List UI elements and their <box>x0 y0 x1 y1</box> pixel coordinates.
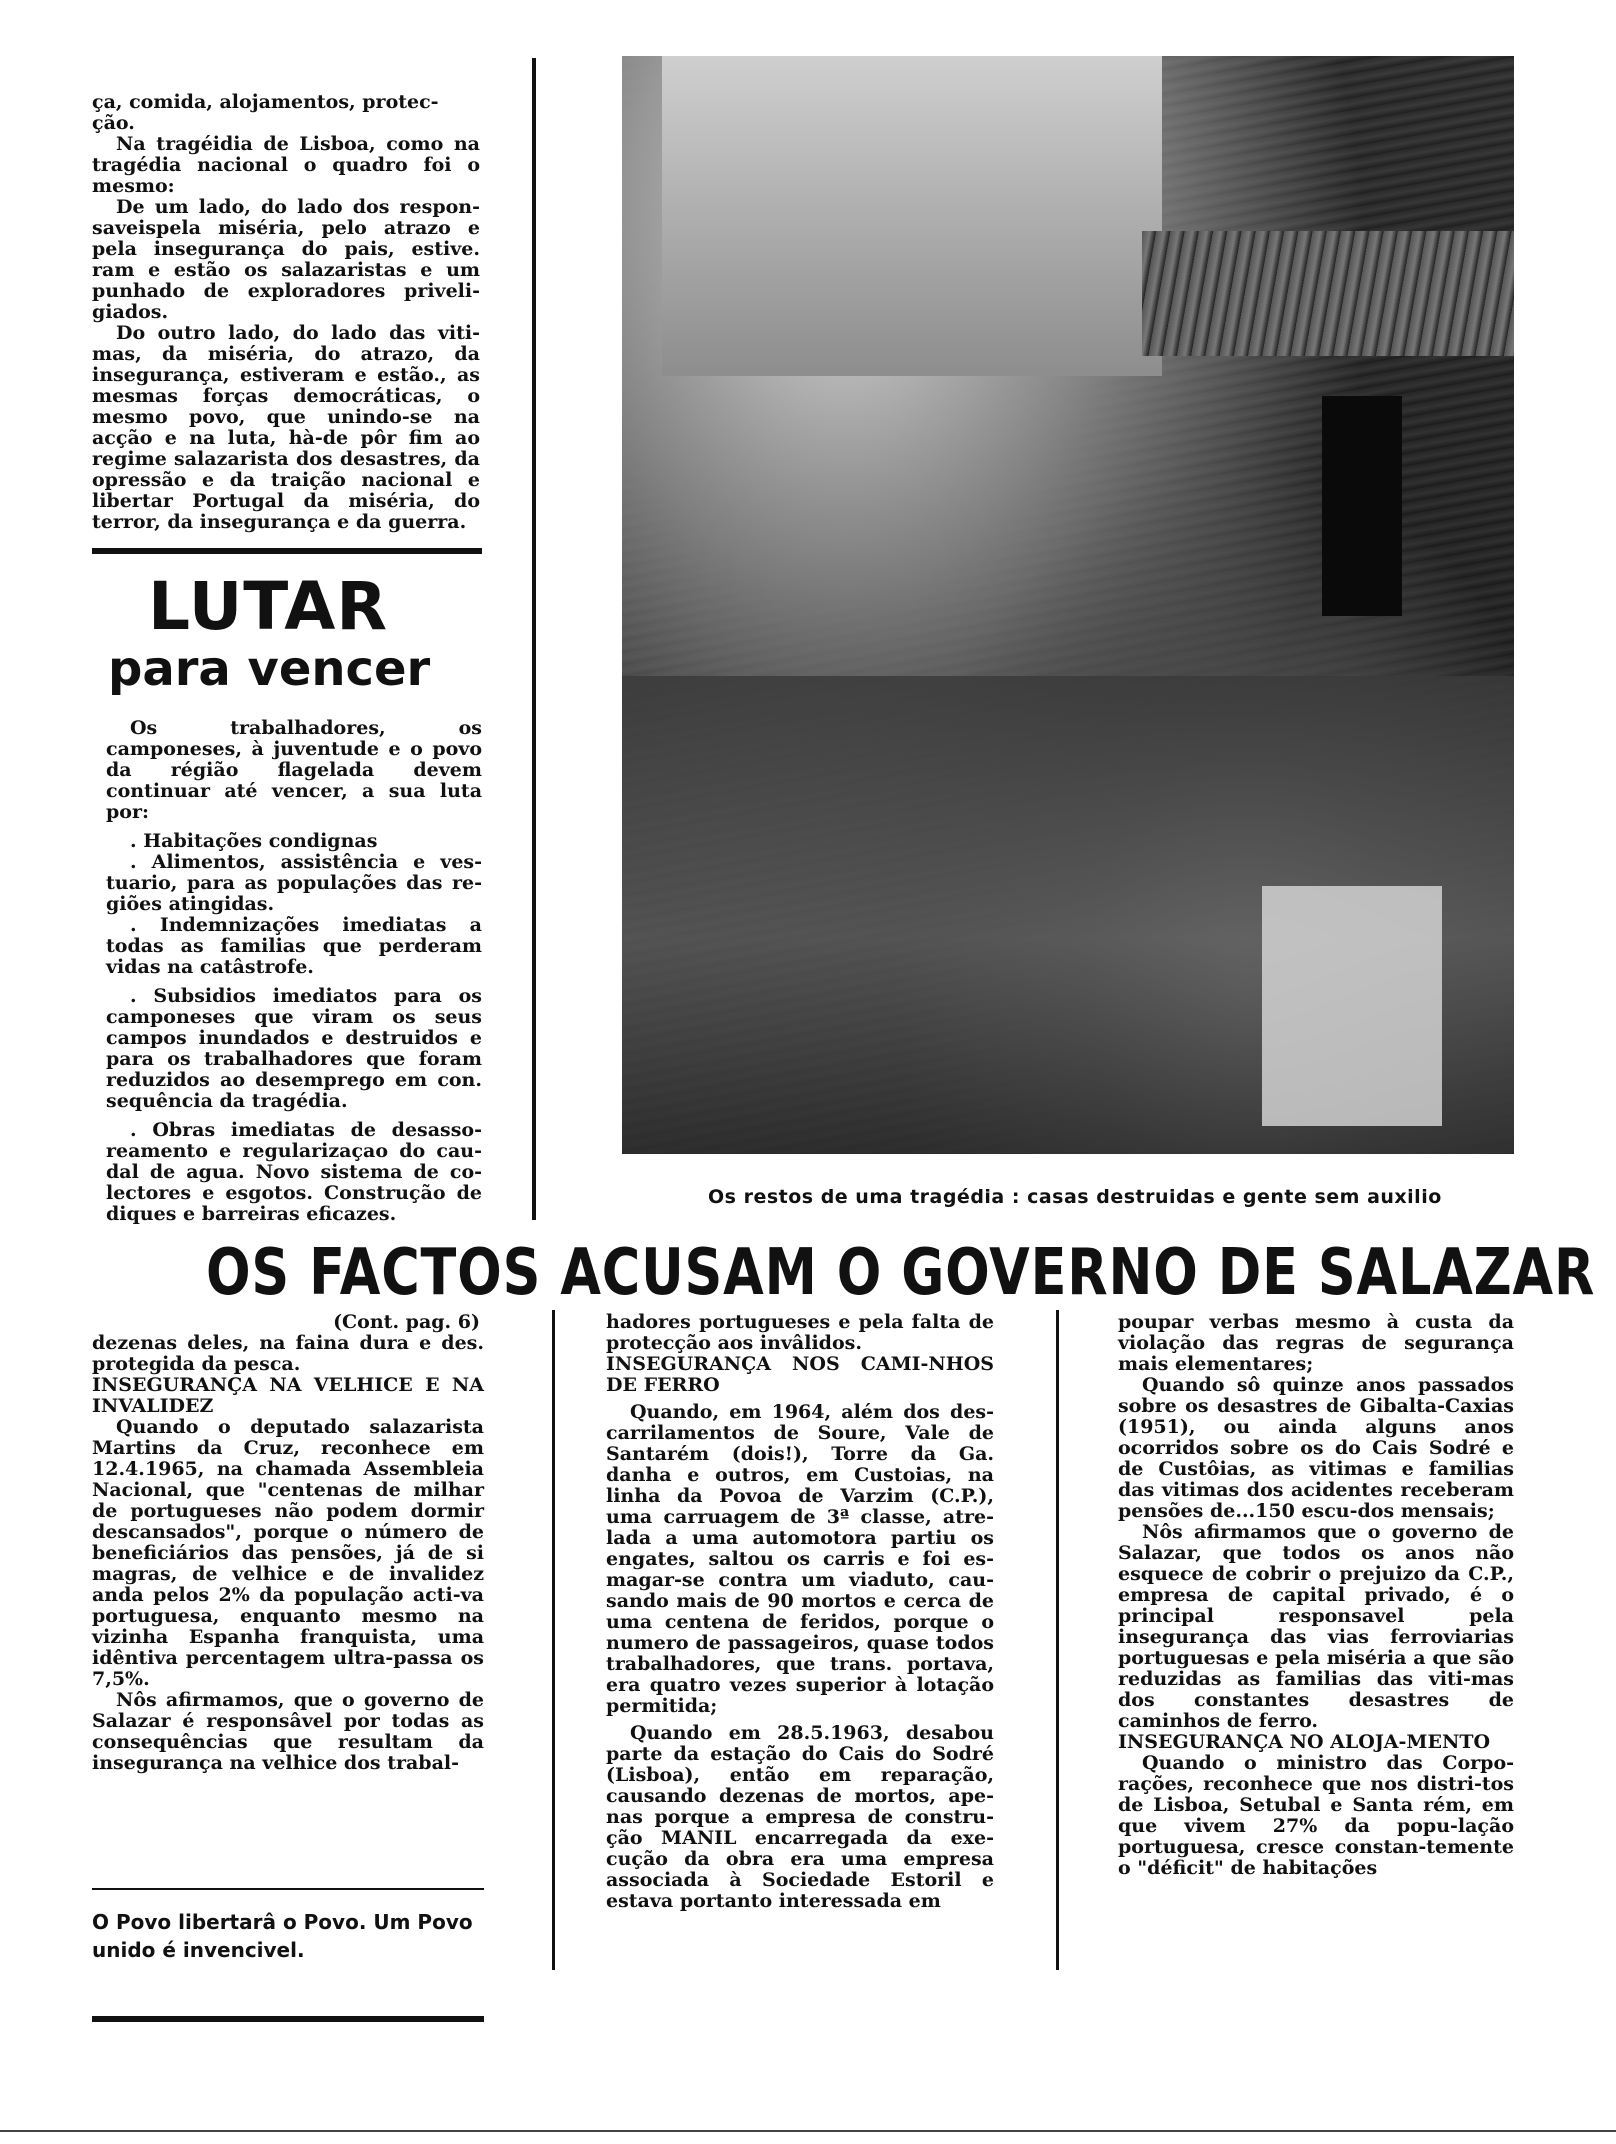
col1-paragraph-3: Nôs afirmamos, que o governo de Salazar é responsâvel por todas as consequências que resultam da insegurança na velhice dos trabal- <box>92 1689 484 1774</box>
lutar-item-1: . Habitações condignas <box>130 830 378 852</box>
page-bottom-rule <box>0 2130 1616 2132</box>
col2-paragraph-2a: Quando, em 1964, além dos des-carrilamentos de Soure, Vale de Santarém (dois!), Torre da Ga. danha e outros, em Custoias, na linha da Povoa de Varzim (C.P.), uma carruagem de 3ª classe, atre-lada a uma automotora partiu os engates, saltou os carris e foi es-magar-se contra um viaduto, cau-sando mais de 90 mortos e cerca de uma centena de feridos, porque o numero de passageiros, quase todos trabalhadores, que trans. portava, era <box>606 1401 994 1696</box>
intro-paragraph-1: Na tragéidia de Lisboa, como na tragédia nacional o quadro foi o mesmo: <box>92 133 480 197</box>
continued-from: (Cont. pag. 6) <box>333 1311 480 1333</box>
vertical-divider-col1 <box>552 1310 555 1970</box>
col1-paragraph-2: Quando o deputado salazarista Martins da Cruz, reconhece em 12.4.1965, na chamada Assembleia Nacional, que "centenas de milhar de portugueses não podem dormir descansados", porque o número de beneficiários das pensões, já de si magras, de velhice e de invalidez anda pelos 2% da população acti-va portuguesa, enquanto mesmo na vizinha Espanha franquista, uma idêntiva percentagem ultra-passa os 7,5%. <box>92 1416 484 1690</box>
col3-subheading-alojamento: INSEGURANÇA NO ALOJA-MENTO <box>1118 1731 1491 1753</box>
col2-paragraph-1: hadores portugueses e pela falta de protecção aos invâlidos. <box>606 1311 994 1354</box>
col3-paragraph-2: Quando sô quinze anos passados sobre os desastres de Gibalta-Caxias (1951), ou ainda alguns anos ocorridos sobre os do Cais Sodré e de Custôias, as vitimas e familias das vitimas dos acidentes receberam pensões de...150 escu-dos mensais; <box>1118 1374 1514 1522</box>
col3-paragraph-4: Quando o ministro das Corpo-rações, reconhece que nos distri-tos de Lisboa, Setubal e Santa rém, em que vivem 27% da popu-lação portuguesa, cresce constan-temente o "déficit" de habitações <box>1118 1752 1514 1879</box>
slogan: O Povo libertarâ o Povo. Um Povo unido é invencivel. <box>92 1910 473 1962</box>
photo-wall <box>662 56 1162 376</box>
col2-subheading-caminhos: INSEGURANÇA NOS CAMI-NHOS DE FERRO <box>606 1353 994 1396</box>
photo-caption: Os restos de uma tragédia : casas destruidas e gente sem auxilio <box>708 1186 1442 1208</box>
photo-doorway <box>1322 396 1402 616</box>
col2-paragraph-3: Quando em 28.5.1963, desabou parte da estação do Cais do Sodré (Lisboa), então em reparação, causando dezenas de mortos, ape-nas porque a empresa de constru-ção MANIL encarregada da exe-cução da obra era uma empresa associada à Sociedade Estoril e estava portanto interessada em <box>606 1722 994 1912</box>
photo-reflection <box>1262 886 1442 1126</box>
main-headline: OS FACTOS ACUSAM O GOVERNO DE SALAZAR <box>206 1236 1596 1310</box>
col2-paragraph-2c: à lotação permitida; <box>606 1674 994 1717</box>
intro-line-2: ção. <box>92 112 135 134</box>
divider-below-slogan <box>92 2016 484 2022</box>
lutar-item-4: . Subsidios imediatos para os camponeses que viram os seus campos inundados e destruidos e para os trabalhadores que foram reduzidos ao desemprego em con. sequência da tragédia. <box>106 985 482 1112</box>
flood-photo <box>622 56 1514 1154</box>
lutar-intro: Os trabalhadores, os camponeses, à juventude e o povo da régião flagelada devem continuar até vencer, a sua luta por: <box>106 717 482 823</box>
photo-roof <box>1142 231 1514 356</box>
lutar-item-2: . Alimentos, assistência e ves-tuario, para as populações das re-giões atingidas. <box>106 851 482 915</box>
col2-emphasis: quatro vezes superior <box>649 1674 886 1696</box>
intro-paragraph-2: De um lado, do lado dos respon-saveispela miséria, pelo atrazo e pela insegurança do pais, estive. ram e estão os salazaristas e um punhado de exploradores priveli-giados. <box>92 196 480 323</box>
col3-paragraph-1: poupar verbas mesmo à custa da violação das regras de segurança mais elementares; <box>1118 1311 1514 1375</box>
lutar-item-5: . Obras imediatas de desasso-reamento e regularizaçao do cau-dal de agua. Novo sistema de co-lectores e esgotos. Construção de diques e barreiras eficazes. <box>106 1119 482 1225</box>
vertical-divider-top <box>532 58 536 1220</box>
lutar-title: LUTAR <box>148 568 389 645</box>
col3-paragraph-3: Nôs afirmamos que o governo de Salazar, que todos os anos não esquece de cobrir o prejuizo da C.P., empresa de capital privado, é o principal responsavel pela insegurança das vias ferroviarias portuguesas e pela miséria a que são reduzidas as familias das viti-mas dos constantes desastres de caminhos de ferro. <box>1118 1521 1514 1732</box>
column-1 <box>92 1312 484 1774</box>
column-2 <box>606 1312 994 1912</box>
col2-paragraph-2 <box>606 1402 994 1717</box>
divider-above-lutar <box>92 548 482 554</box>
vertical-divider-col2 <box>1056 1310 1059 1970</box>
lutar-subtitle: para vencer <box>108 641 431 697</box>
divider-above-slogan <box>92 1888 484 1890</box>
intro-paragraph-3: Do outro lado, do lado das viti-mas, da miséria, do atrazo, da insegurança, estiveram e estão., as mesmas forças democráticas, o mesmo povo, que unindo-se na acção e na luta, hà-de pôr fim ao regime salazarista dos desastres, da opressão e da traição nacional e libertar Portugal da miséria, do terror, da insegurança e da guerra. <box>92 322 480 533</box>
lutar-item-3: . Indemnizações imediatas a todas as familias que perderam vidas na catâstrofe. <box>106 914 482 978</box>
col1-paragraph-1: dezenas deles, na faina dura e des. protegida da pesca. <box>92 1332 484 1375</box>
intro-article <box>92 92 480 533</box>
intro-line-1: ça, comida, alojamentos, protec- <box>92 91 439 113</box>
lutar-box <box>106 718 482 1225</box>
column-3 <box>1118 1312 1514 1879</box>
col1-subheading-velhice: INSEGURANÇA NA VELHICE E NA INVALIDEZ <box>92 1374 484 1417</box>
